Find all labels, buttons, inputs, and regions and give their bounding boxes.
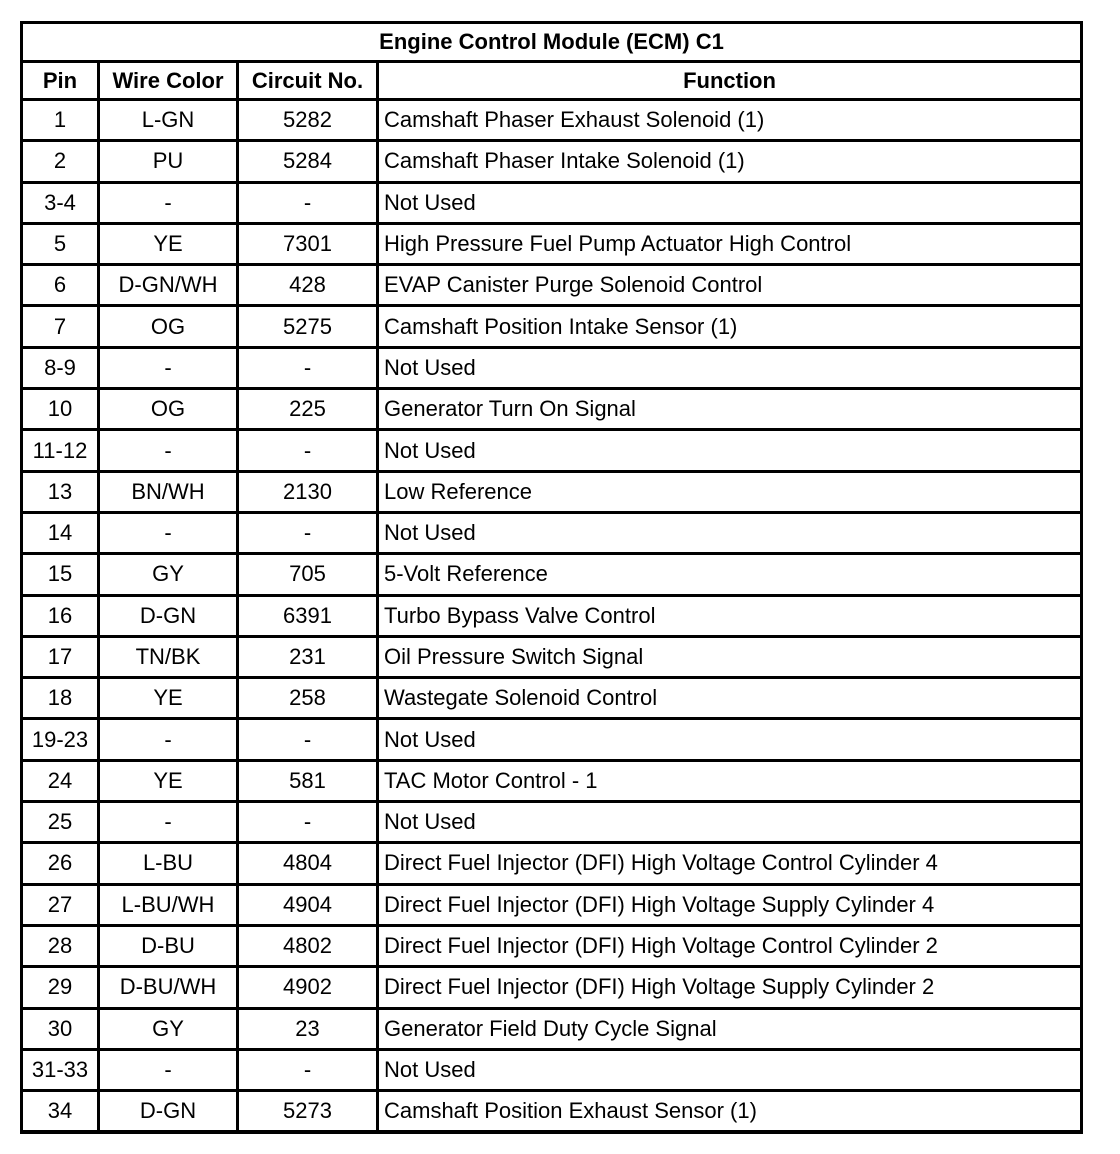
table-row — [22, 1008, 1082, 1049]
wire-color-cell: - — [99, 430, 238, 471]
table-row — [22, 554, 1082, 595]
pin-cell: 19-23 — [22, 719, 99, 760]
function-cell: Wastegate Solenoid Control — [378, 678, 1082, 719]
function-cell: Camshaft Position Intake Sensor (1) — [378, 306, 1082, 347]
table-row — [22, 925, 1082, 966]
wire-color-cell: D-BU — [99, 925, 238, 966]
pin-cell: 30 — [22, 1008, 99, 1049]
circuit-cell: 4802 — [238, 925, 378, 966]
circuit-cell: 231 — [238, 636, 378, 677]
function-cell: Low Reference — [378, 471, 1082, 512]
header-wire-color: Wire Color — [99, 62, 238, 100]
wire-color-cell: TN/BK — [99, 636, 238, 677]
circuit-cell: 4804 — [238, 843, 378, 884]
circuit-cell: 258 — [238, 678, 378, 719]
circuit-cell: 4904 — [238, 884, 378, 925]
wire-color-cell: - — [99, 347, 238, 388]
function-cell: TAC Motor Control - 1 — [378, 760, 1082, 801]
pin-cell: 34 — [22, 1091, 99, 1133]
table-row — [22, 512, 1082, 553]
function-cell: Turbo Bypass Valve Control — [378, 595, 1082, 636]
table-row — [22, 1049, 1082, 1090]
function-cell: Camshaft Phaser Exhaust Solenoid (1) — [378, 100, 1082, 141]
circuit-cell: 5282 — [238, 100, 378, 141]
pin-cell: 29 — [22, 967, 99, 1008]
function-cell: Direct Fuel Injector (DFI) High Voltage Supply Cylinder 4 — [378, 884, 1082, 925]
function-cell: 5-Volt Reference — [378, 554, 1082, 595]
function-cell: Not Used — [378, 182, 1082, 223]
header-circuit-no: Circuit No. — [238, 62, 378, 100]
pin-cell: 8-9 — [22, 347, 99, 388]
wire-color-cell: L-BU — [99, 843, 238, 884]
pin-cell: 15 — [22, 554, 99, 595]
wire-color-cell: D-BU/WH — [99, 967, 238, 1008]
pin-cell: 3-4 — [22, 182, 99, 223]
pin-cell: 26 — [22, 843, 99, 884]
wire-color-cell: D-GN — [99, 595, 238, 636]
function-cell: Camshaft Position Exhaust Sensor (1) — [378, 1091, 1082, 1133]
function-cell: Direct Fuel Injector (DFI) High Voltage Control Cylinder 2 — [378, 925, 1082, 966]
circuit-cell: 5273 — [238, 1091, 378, 1133]
circuit-cell: 7301 — [238, 223, 378, 264]
function-cell: Not Used — [378, 719, 1082, 760]
wire-color-cell: OG — [99, 306, 238, 347]
function-cell: Generator Field Duty Cycle Signal — [378, 1008, 1082, 1049]
table-row — [22, 719, 1082, 760]
function-cell: Not Used — [378, 512, 1082, 553]
table-row — [22, 884, 1082, 925]
circuit-cell: 4902 — [238, 967, 378, 1008]
pin-cell: 16 — [22, 595, 99, 636]
table-row — [22, 802, 1082, 843]
wire-color-cell: YE — [99, 760, 238, 801]
pin-cell: 28 — [22, 925, 99, 966]
wire-color-cell: L-BU/WH — [99, 884, 238, 925]
table-row — [22, 843, 1082, 884]
pin-cell: 10 — [22, 389, 99, 430]
pin-cell: 5 — [22, 223, 99, 264]
pin-cell: 11-12 — [22, 430, 99, 471]
circuit-cell: 705 — [238, 554, 378, 595]
wire-color-cell: - — [99, 182, 238, 223]
wire-color-cell: YE — [99, 223, 238, 264]
wire-color-cell: YE — [99, 678, 238, 719]
circuit-cell: 428 — [238, 265, 378, 306]
circuit-cell: - — [238, 347, 378, 388]
circuit-cell: 2130 — [238, 471, 378, 512]
pin-cell: 7 — [22, 306, 99, 347]
function-cell: Camshaft Phaser Intake Solenoid (1) — [378, 141, 1082, 182]
table-row — [22, 595, 1082, 636]
function-cell: Direct Fuel Injector (DFI) High Voltage Supply Cylinder 2 — [378, 967, 1082, 1008]
wire-color-cell: D-GN — [99, 1091, 238, 1133]
function-cell: EVAP Canister Purge Solenoid Control — [378, 265, 1082, 306]
wire-color-cell: GY — [99, 1008, 238, 1049]
pin-cell: 18 — [22, 678, 99, 719]
circuit-cell: - — [238, 802, 378, 843]
pin-cell: 24 — [22, 760, 99, 801]
wire-color-cell: - — [99, 719, 238, 760]
connector-pinout-table — [20, 21, 1083, 1134]
table-row — [22, 347, 1082, 388]
table-row — [22, 389, 1082, 430]
table-row — [22, 760, 1082, 801]
circuit-cell: 5284 — [238, 141, 378, 182]
circuit-cell: 23 — [238, 1008, 378, 1049]
table-row — [22, 265, 1082, 306]
pin-cell: 1 — [22, 100, 99, 141]
circuit-cell: 6391 — [238, 595, 378, 636]
function-cell: Direct Fuel Injector (DFI) High Voltage Control Cylinder 4 — [378, 843, 1082, 884]
table-row — [22, 1091, 1082, 1133]
table-row — [22, 636, 1082, 677]
function-cell: Generator Turn On Signal — [378, 389, 1082, 430]
table-row — [22, 967, 1082, 1008]
circuit-cell: - — [238, 719, 378, 760]
header-function: Function — [378, 62, 1082, 100]
function-cell: Not Used — [378, 1049, 1082, 1090]
function-cell: Not Used — [378, 802, 1082, 843]
wire-color-cell: PU — [99, 141, 238, 182]
pin-cell: 31-33 — [22, 1049, 99, 1090]
pin-cell: 27 — [22, 884, 99, 925]
wire-color-cell: GY — [99, 554, 238, 595]
table-row — [22, 678, 1082, 719]
table-row — [22, 430, 1082, 471]
pin-cell: 2 — [22, 141, 99, 182]
function-cell: High Pressure Fuel Pump Actuator High Control — [378, 223, 1082, 264]
pin-cell: 14 — [22, 512, 99, 553]
wire-color-cell: OG — [99, 389, 238, 430]
circuit-cell: - — [238, 1049, 378, 1090]
pin-cell: 17 — [22, 636, 99, 677]
wire-color-cell: - — [99, 802, 238, 843]
pin-cell: 6 — [22, 265, 99, 306]
table-title: Engine Control Module (ECM) C1 — [22, 23, 1082, 62]
function-cell: Not Used — [378, 430, 1082, 471]
table-row — [22, 306, 1082, 347]
wire-color-cell: L-GN — [99, 100, 238, 141]
table-row — [22, 223, 1082, 264]
wire-color-cell: - — [99, 1049, 238, 1090]
table-row — [22, 100, 1082, 141]
wire-color-cell: BN/WH — [99, 471, 238, 512]
table-row — [22, 141, 1082, 182]
circuit-cell: 5275 — [238, 306, 378, 347]
circuit-cell: 581 — [238, 760, 378, 801]
header-pin: Pin — [22, 62, 99, 100]
function-cell: Oil Pressure Switch Signal — [378, 636, 1082, 677]
pin-cell: 25 — [22, 802, 99, 843]
circuit-cell: - — [238, 512, 378, 553]
wire-color-cell: - — [99, 512, 238, 553]
circuit-cell: 225 — [238, 389, 378, 430]
pin-cell: 13 — [22, 471, 99, 512]
table-row — [22, 182, 1082, 223]
circuit-cell: - — [238, 182, 378, 223]
function-cell: Not Used — [378, 347, 1082, 388]
wire-color-cell: D-GN/WH — [99, 265, 238, 306]
header-row — [22, 62, 1082, 100]
table-row — [22, 471, 1082, 512]
circuit-cell: - — [238, 430, 378, 471]
